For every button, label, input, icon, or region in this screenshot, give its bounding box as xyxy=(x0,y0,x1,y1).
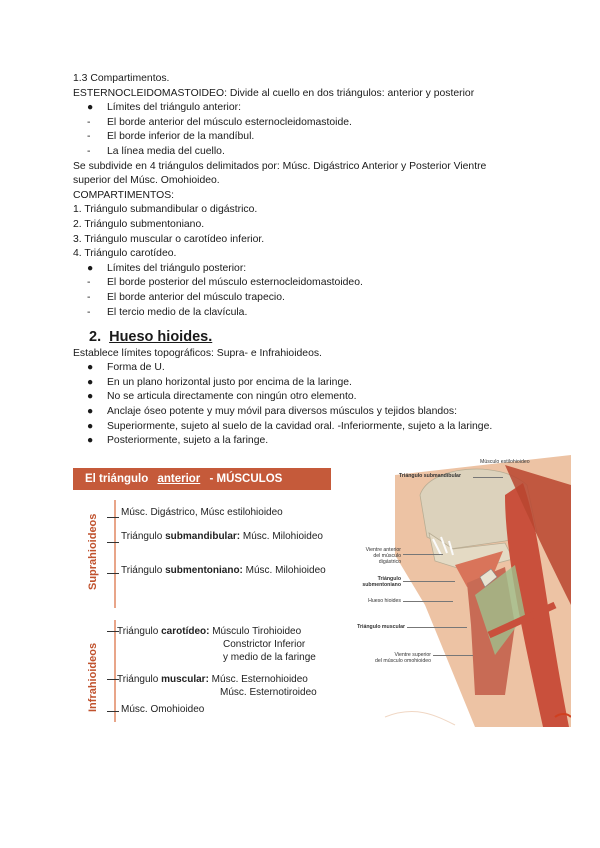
suprahioideos-label: Suprahioideos xyxy=(87,513,99,590)
infra-row-2: Triángulo muscular: Músc. Esternohioideo xyxy=(117,674,308,685)
posterior-limits-title: ● Límites del triángulo posterior: xyxy=(87,262,247,274)
leader xyxy=(407,627,467,628)
label-sub: Triángulo xyxy=(377,576,401,582)
label-sub-2: submentoniano xyxy=(362,582,401,588)
list-item: ● No se articula directamente con ningún otro elemento. xyxy=(87,391,357,403)
subdivide-text-cont: superior del Músc. Omohioideo. xyxy=(73,175,220,187)
hueso-intro: Establece límites topográficos: Supra- e Infrahioideos. xyxy=(73,347,322,359)
label-vientre-anterior: Vientre anterior xyxy=(365,547,401,553)
subdivide-text: Se subdivide en 4 triángulos delimitados por: Músc. Digástrico Anterior y Posterior Vientre xyxy=(73,160,487,172)
label-vientre-anterior-3: digástrico xyxy=(378,559,401,565)
supra-row-2: Triángulo submandibular: Músc. Milohioideo xyxy=(121,531,323,542)
list-item: 1. Triángulo submandibular o digástrico. xyxy=(73,204,258,216)
list-item: 3. Triángulo muscular o carotídeo inferior. xyxy=(73,233,265,245)
hueso-heading: 2. Hueso hioides. xyxy=(89,329,213,346)
tick xyxy=(107,542,119,543)
leader xyxy=(473,477,503,478)
label-vientre-sup: Vientre superior xyxy=(394,652,431,658)
supra-row-1: Músc. Digástrico, Músc estilohioideo xyxy=(121,507,283,518)
list-item: - El borde anterior del músculo trapecio. xyxy=(87,291,285,303)
infra-divider xyxy=(114,620,116,722)
infrahioideos-label: Infrahioideos xyxy=(87,642,99,712)
neck-anatomy-illustration xyxy=(355,455,571,727)
leader xyxy=(403,554,443,555)
figure-title: El triángulo anterior - MÚSCULOS xyxy=(85,473,283,485)
tick xyxy=(107,573,119,574)
label-top: Triángulo submandibular xyxy=(399,473,461,479)
esterno-intro: ESTERNOCLEIDOMASTOIDEO: Divide al cuello en dos triángulos: anterior y posterior xyxy=(73,87,475,99)
list-item: ● Anclaje óseo potente y muy móvil para diversos músculos y tejidos blandos: xyxy=(87,406,457,418)
leader xyxy=(403,581,455,582)
label-hueso: Hueso hioides xyxy=(368,598,401,604)
label-muscular: Triángulo muscular xyxy=(357,624,405,630)
compartimentos-title: COMPARTIMENTOS: xyxy=(73,189,175,201)
list-item: 4. Triángulo carotídeo. xyxy=(73,248,177,260)
list-item: - El borde posterior del músculo esternocleidomastoideo. xyxy=(87,277,363,289)
infra-row-1-cont2: y medio de la faringe xyxy=(223,652,316,663)
label-top-right: Músculo estilohioideo xyxy=(480,459,530,465)
anterior-triangle-figure xyxy=(73,455,571,727)
leader xyxy=(433,655,473,656)
tick xyxy=(107,711,119,712)
label-vientre-anterior-2: del músculo xyxy=(373,553,401,559)
list-item: ● Superiormente, sujeto al suelo de la cavidad oral. -Inferiormente, sujeto a la laringe. xyxy=(87,420,493,432)
list-item: - El tercio medio de la clavícula. xyxy=(87,306,248,318)
section-heading: 1.3 Compartimentos. xyxy=(73,73,170,84)
tick xyxy=(107,517,119,518)
label-vientre-sup-2: del músculo omohioideo xyxy=(375,658,431,664)
infra-row-1: Triángulo carotídeo: Músculo Tirohioideo xyxy=(117,626,302,637)
list-item: - El borde anterior del músculo esternocleidomastoide. xyxy=(87,116,352,128)
infra-row-1-cont: Constrictor Inferior xyxy=(223,639,306,650)
list-item: - La línea media del cuello. xyxy=(87,145,225,157)
infra-row-2-cont: Músc. Esternotiroideo xyxy=(220,687,317,698)
list-item: ● Posteriormente, sujeto a la faringe. xyxy=(87,435,269,447)
supra-row-3: Triángulo submentoniano: Músc. Milohioideo xyxy=(121,565,326,576)
list-item: ● En un plano horizontal justo por encima de la laringe. xyxy=(87,376,352,388)
figure-title-band xyxy=(73,468,331,490)
leader xyxy=(403,601,453,602)
notes-body xyxy=(73,72,543,449)
list-item: - El borde inferior de la mandíbul. xyxy=(87,131,255,143)
infra-row-3: Músc. Omohioideo xyxy=(121,704,205,715)
anterior-limits-title: ● Límites del triángulo anterior: xyxy=(87,102,241,114)
list-item: 2. Triángulo submentoniano. xyxy=(73,218,205,230)
sketch-line xyxy=(385,712,455,725)
list-item: ● Forma de U. xyxy=(87,362,165,374)
